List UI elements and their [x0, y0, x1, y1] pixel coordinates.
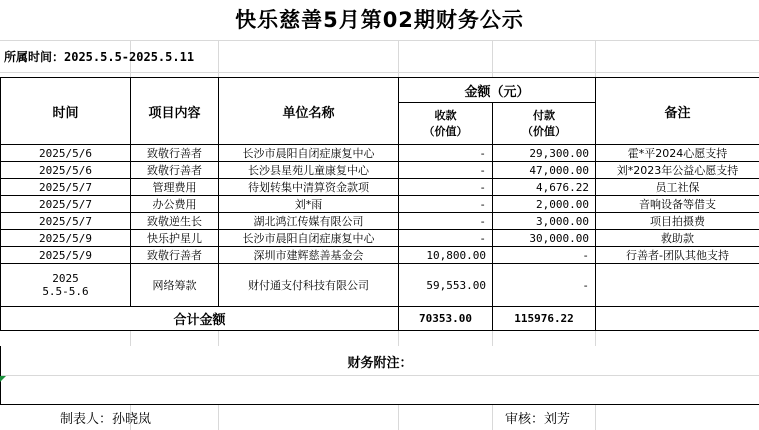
table-row — [1, 179, 759, 196]
reporting-period: 所属时间：2025.5.5-2025.5.11 — [4, 50, 195, 64]
cell-remark: 员工社保 — [596, 179, 759, 196]
cell-date: 2025/5/7 — [1, 179, 131, 196]
cell-payment: 47,000.00 — [493, 162, 596, 179]
col-header-remark: 备注 — [596, 78, 759, 145]
cell-unit: 长沙市晨阳自闭症康复中心 — [219, 230, 399, 247]
cell-payment: 4,676.22 — [493, 179, 596, 196]
cell-payment: 3,000.00 — [493, 213, 596, 230]
cell-income: - — [399, 196, 493, 213]
cell-remark: 音响设备等借支 — [596, 196, 759, 213]
date-year: 2025 — [52, 272, 79, 285]
cell-unit: 深圳市建辉慈善基金会 — [219, 247, 399, 264]
table-row — [1, 162, 759, 179]
cell-remark: 项目拍摄费 — [596, 213, 759, 230]
cell-unit: 刘*雨 — [219, 196, 399, 213]
col-header-amount: 金额（元） — [399, 78, 596, 103]
cell-project: 致敬行善者 — [131, 145, 219, 162]
cell-date: 2025/5/7 — [1, 196, 131, 213]
signature-footer — [0, 404, 759, 430]
total-payment: 115976.22 — [493, 307, 596, 331]
table-row — [1, 145, 759, 162]
totals-label: 合计金额 — [1, 307, 399, 331]
cell-project: 快乐护星儿 — [131, 230, 219, 247]
income-label: 收款 — [434, 108, 457, 122]
notes-label: 财务附注： — [347, 356, 413, 371]
income-value-label: （价值） — [423, 124, 468, 138]
table-row — [1, 213, 759, 230]
cell-unit: 长沙县星苑儿童康复中心 — [219, 162, 399, 179]
cell-unit: 长沙市晨阳自闭症康复中心 — [219, 145, 399, 162]
col-header-income — [399, 103, 493, 145]
col-header-payment — [493, 103, 596, 145]
cell-income: - — [399, 145, 493, 162]
cell-project: 办公费用 — [131, 196, 219, 213]
cell-date: 2025/5/7 — [1, 213, 131, 230]
cell-income: 59,553.00 — [399, 264, 493, 307]
financial-notes-box — [0, 346, 759, 405]
cell-date: 2025/5/9 — [1, 247, 131, 264]
reviewed-by: 审核：刘芳 — [505, 412, 571, 427]
cell-remark: 行善者-团队其他支持 — [596, 247, 759, 264]
cell-income: 10,800.00 — [399, 247, 493, 264]
table-row — [1, 247, 759, 264]
cell-payment: - — [493, 264, 596, 307]
cell-remark: 救助款 — [596, 230, 759, 247]
cell-date-range — [1, 264, 131, 307]
gridline — [0, 40, 759, 41]
prepared-by: 制表人：孙晓岚 — [60, 412, 152, 427]
cell-unit: 财付通支付科技有限公司 — [219, 264, 399, 307]
col-header-time: 时间 — [1, 78, 131, 145]
totals-row — [1, 307, 759, 331]
cell-date: 2025/5/9 — [1, 230, 131, 247]
cell-income: - — [399, 179, 493, 196]
cell-payment: 30,000.00 — [493, 230, 596, 247]
cell-income: - — [399, 213, 493, 230]
cell-project: 致敬行善者 — [131, 162, 219, 179]
cell-remark: 刘*2023年公益心愿支持 — [596, 162, 759, 179]
total-income: 70353.00 — [399, 307, 493, 331]
cell-income: - — [399, 162, 493, 179]
cell-payment: 29,300.00 — [493, 145, 596, 162]
report-title: 快乐慈善5月第02期财务公示 — [0, 0, 759, 40]
finance-ledger-table — [0, 77, 759, 331]
payment-label: 付款 — [533, 108, 555, 122]
cell-unit: 湖北鸿江传媒有限公司 — [219, 213, 399, 230]
cell-remark: 霍*平2024心愿支持 — [596, 145, 759, 162]
gridline — [1, 375, 759, 376]
payment-value-label: （价值） — [522, 124, 566, 138]
cell-payment: - — [493, 247, 596, 264]
header-row — [1, 78, 759, 103]
totals-remark-empty — [596, 307, 759, 331]
table-row — [1, 230, 759, 247]
cell-date: 2025/5/6 — [1, 145, 131, 162]
cell-comment-marker — [0, 376, 6, 382]
col-header-unit: 单位名称 — [219, 78, 399, 145]
cell-payment: 2,000.00 — [493, 196, 596, 213]
cell-project: 致敬逆生长 — [131, 213, 219, 230]
cell-project: 管理费用 — [131, 179, 219, 196]
date-span: 5.5-5.6 — [42, 285, 89, 298]
gridline — [0, 72, 759, 73]
cell-date: 2025/5/6 — [1, 162, 131, 179]
cell-income: - — [399, 230, 493, 247]
cell-project: 网络筹款 — [131, 264, 219, 307]
col-header-project: 项目内容 — [131, 78, 219, 145]
online-fundraising-row — [1, 264, 759, 307]
cell-project: 致敬行善者 — [131, 247, 219, 264]
cell-remark — [596, 264, 759, 307]
table-row — [1, 196, 759, 213]
cell-unit: 待划转集中清算资金款项 — [219, 179, 399, 196]
